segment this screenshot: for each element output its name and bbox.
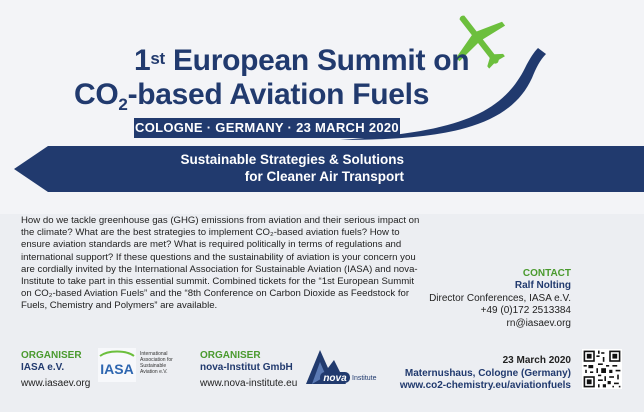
- qr-code-icon[interactable]: [582, 349, 622, 389]
- svg-text:nova: nova: [323, 373, 347, 384]
- nova-logo-mark: [302, 348, 382, 386]
- event-url[interactable]: www.co2-chemistry.eu/aviationfuels: [399, 380, 571, 391]
- nova-logo: [302, 348, 382, 386]
- contact-label: CONTACT: [522, 268, 571, 279]
- contact-block: [429, 268, 571, 330]
- organiser-name: nova-Institut GmbH: [200, 362, 293, 373]
- organiser-nova: [200, 350, 297, 390]
- subtitle-text: [0, 151, 404, 185]
- event-info: [400, 355, 571, 393]
- date-location-banner: COLOGNE · GERMANY · 23 MARCH 2020: [134, 118, 400, 138]
- event-date: 23 March 2020: [502, 355, 571, 366]
- subtitle-line2: for Cleaner Air Transport: [244, 169, 404, 184]
- organiser-iasa: [21, 350, 90, 390]
- subtitle-line1: Sustainable Strategies & Solutions: [180, 152, 404, 167]
- summit-title-line1: 1st European Summit on: [134, 44, 470, 77]
- summit-title-line2: $CO_2$-based Aviation Fuels: [74, 78, 430, 114]
- svg-text:Institute: Institute: [352, 375, 377, 382]
- iasa-logo: [98, 348, 180, 382]
- intro-text: How do we tackle greenhouse gas (GHG) emissions from aviation and their serious impact on the climate? What are the best strategies to implement CO₂-based aviation fuels? How to ensure aviation standards are met? What is required politically in terms of regulations and international support? If these questions and the sustainability of aviation is your concern you are cordially invited by the International Association for Sustainable Aviation (IASA) and nova-Institute to take part in this essential summit. Combined tickets for the “1st European Summit on CO₂-based Aviation Fuels” and the “8th Conference on Carbon Dioxide as Feedstock for Fuels, Chemistry and Polymers” are available.: [21, 215, 420, 312]
- contact-phone: +49 (0)172 2513384: [480, 305, 571, 317]
- contact-name: Ralf Nolting: [514, 280, 571, 292]
- organiser-url[interactable]: www.nova-institute.eu: [200, 377, 298, 389]
- contact-email[interactable]: rn@iasaev.org: [506, 317, 571, 329]
- iasa-logo-text: International Association for Sustainable Aviation e.V.: [140, 351, 173, 375]
- organiser-url[interactable]: www.iasaev.org: [21, 377, 91, 389]
- organiser-name: IASA e.V.: [21, 362, 65, 373]
- contact-role: Director Conferences, IASA e.V.: [429, 292, 571, 304]
- organiser-label: ORGANISER: [21, 350, 82, 361]
- event-venue: Maternushaus, Cologne (Germany): [404, 367, 571, 379]
- intro-paragraph: [21, 215, 426, 313]
- svg-text:IASA: IASA: [100, 361, 134, 377]
- organiser-label: ORGANISER: [200, 350, 261, 361]
